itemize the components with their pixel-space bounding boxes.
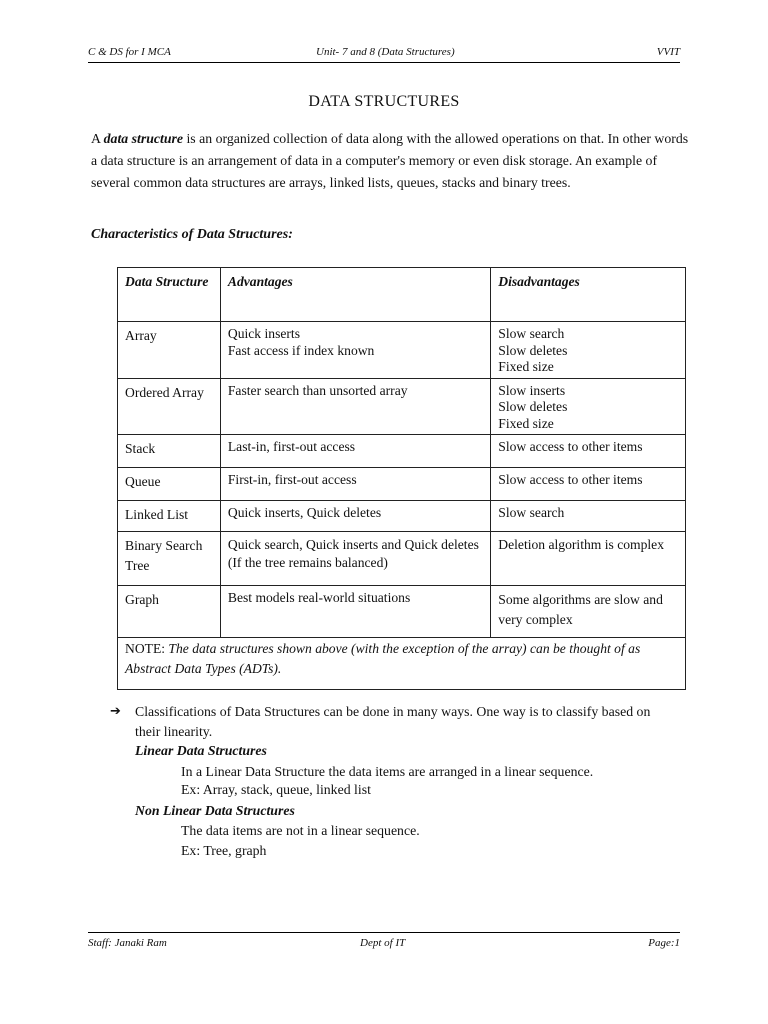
disadvantage-line: Fixed size	[498, 415, 554, 431]
advantage-line: Last-in, first-out access	[227, 439, 356, 454]
cell-disadvantages	[491, 435, 686, 468]
column-header-structure: Data Structure	[118, 268, 221, 322]
intro-paragraph	[91, 128, 691, 194]
cell-advantages	[220, 378, 490, 435]
linear-description: In a Linear Data Structure the data items are arranged in a linear sequence.	[181, 764, 594, 779]
cell-structure-name: Binary Search Tree	[118, 532, 221, 586]
cell-structure-name: Ordered Array	[118, 378, 221, 435]
table-row	[118, 322, 686, 379]
header-course: C & DS for I MCA	[88, 46, 171, 58]
cell-structure-name: Graph	[118, 586, 221, 638]
page-header	[88, 44, 680, 63]
disadvantage-line: Some algorithms are slow and very complex	[498, 592, 663, 627]
disadvantage-line: Slow access to other items	[498, 439, 643, 454]
cell-advantages	[220, 435, 490, 468]
nonlinear-description: The data items are not in a linear sequence.	[181, 823, 420, 838]
footer-page-number: Page:1	[648, 937, 680, 949]
table-body	[118, 268, 686, 690]
linear-example: Ex: Array, stack, queue, linked list	[181, 782, 371, 797]
advantage-line: Best models real-world situations	[227, 590, 411, 605]
cell-structure-name: Queue	[118, 468, 221, 501]
table-row	[118, 501, 686, 532]
disadvantage-line: Slow deletes	[498, 399, 568, 414]
nonlinear-heading: Non Linear Data Structures	[135, 803, 295, 818]
cell-advantages	[220, 468, 490, 501]
classification-bullet	[110, 702, 670, 742]
advantage-line: Fast access if index known	[227, 342, 375, 358]
disadvantage-line: Slow search	[498, 505, 565, 520]
note-label: NOTE:	[125, 641, 169, 656]
characteristics-heading: Characteristics of Data Structures:	[91, 227, 293, 242]
note-row	[118, 638, 686, 690]
disadvantage-line: Slow access to other items	[498, 472, 643, 487]
linear-heading: Linear Data Structures	[135, 743, 267, 758]
disadvantage-line: Fixed size	[498, 359, 554, 374]
document-title: DATA STRUCTURES	[308, 93, 460, 110]
advantage-line: First-in, first-out access	[227, 472, 357, 487]
footer-department: Dept of IT	[360, 937, 406, 949]
intro-text: is an organized collection of data along with the allowed operations on that. In other words a data structure is an arrangement of data in a computer's memory or even disk storage. An example of several common data structures are arrays, linked lists, queues, stacks and binary trees.	[91, 131, 689, 190]
table-row	[118, 468, 686, 501]
cell-structure-name: Array	[118, 322, 221, 379]
table-row	[118, 378, 686, 435]
advantage-line: Quick inserts	[227, 326, 300, 341]
cell-advantages	[220, 586, 490, 638]
cell-disadvantages	[491, 501, 686, 532]
table-row	[118, 435, 686, 468]
cell-disadvantages	[491, 586, 686, 638]
arrow-bullet-icon: ➔	[110, 704, 121, 719]
intro-term: data structure	[103, 131, 184, 146]
header-institution: VVIT	[656, 46, 680, 58]
cell-disadvantages	[491, 378, 686, 435]
note-cell	[118, 638, 686, 690]
advantage-line: Quick search, Quick inserts and Quick deletes (If the tree remains balanced)	[227, 537, 479, 570]
column-header-disadvantages: Disadvantages	[491, 268, 686, 322]
cell-disadvantages	[491, 532, 686, 586]
cell-disadvantages	[491, 468, 686, 501]
nonlinear-example: Ex: Tree, graph	[181, 843, 267, 858]
intro-prefix: A	[91, 131, 104, 146]
cell-advantages	[220, 532, 490, 586]
table-row	[118, 586, 686, 638]
page-footer	[88, 932, 680, 951]
advantage-line: Faster search than unsorted array	[227, 382, 408, 398]
disadvantage-line: Slow deletes	[498, 342, 568, 358]
note-text: The data structures shown above (with the exception of the array) can be thought of as Abstract Data Types (ADTs).	[125, 641, 641, 676]
disadvantage-line: Deletion algorithm is complex	[498, 537, 665, 552]
cell-advantages	[220, 322, 490, 379]
cell-disadvantages	[491, 322, 686, 379]
header-unit: Unit- 7 and 8 (Data Structures)	[316, 46, 455, 58]
characteristics-table	[117, 267, 686, 690]
disadvantage-line: Slow search	[498, 326, 565, 341]
footer-staff: Staff: Janaki Ram	[88, 937, 167, 949]
disadvantage-line: Slow inserts	[498, 382, 566, 398]
table-row	[118, 532, 686, 586]
table-header-row	[118, 268, 686, 322]
advantage-line: Quick inserts, Quick deletes	[227, 505, 382, 520]
classification-text: Classifications of Data Structures can be done in many ways. One way is to classify based on their linearity.	[135, 704, 651, 739]
cell-structure-name: Stack	[118, 435, 221, 468]
column-header-advantages: Advantages	[220, 268, 490, 322]
cell-structure-name: Linked List	[118, 501, 221, 532]
cell-advantages	[220, 501, 490, 532]
